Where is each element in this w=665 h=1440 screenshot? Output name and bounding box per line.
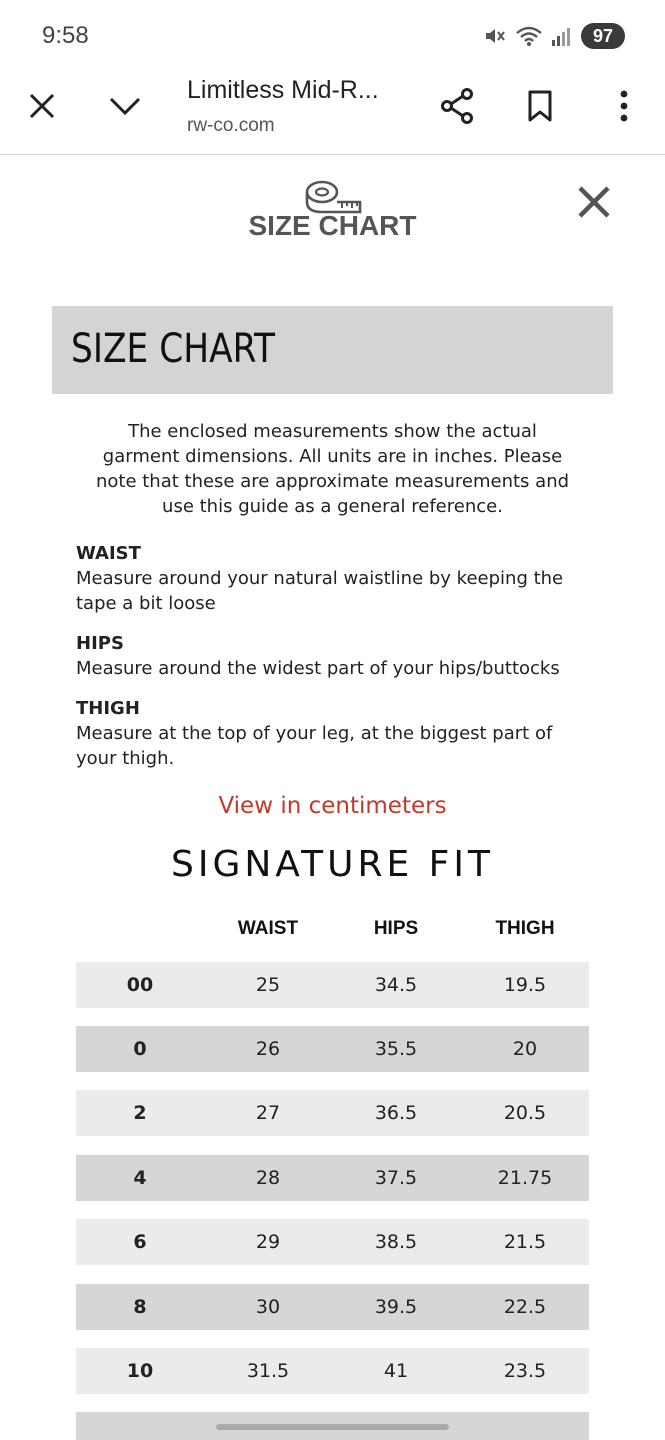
size-cell: 6 (133, 1231, 147, 1253)
hips-cell: 36.5 (374, 1102, 418, 1124)
column-header-hips: HIPS (373, 918, 419, 939)
thigh-cell: 20.5 (503, 1102, 547, 1124)
hips-cell: 37.5 (374, 1167, 418, 1189)
table-row (76, 1090, 589, 1136)
size-cell: 2 (133, 1102, 147, 1124)
more-options-button[interactable] (600, 82, 648, 130)
hips-cell: 39.5 (374, 1296, 418, 1318)
thigh-cell: 21.5 (503, 1231, 547, 1253)
home-gesture-bar[interactable] (216, 1424, 449, 1430)
bookmark-button[interactable] (516, 82, 564, 130)
chevron-down-icon (108, 95, 142, 117)
size-cell: 8 (133, 1296, 147, 1318)
share-button[interactable] (433, 82, 481, 130)
size-cell: 00 (126, 974, 154, 996)
measurement-label: THIGH (76, 698, 140, 719)
size-cell: 10 (126, 1360, 154, 1382)
table-row (76, 962, 589, 1008)
size-cell: 0 (133, 1038, 147, 1060)
browser-toolbar (0, 72, 665, 155)
status-bar (0, 0, 665, 72)
bookmark-icon (527, 90, 553, 122)
waist-cell: 29 (255, 1231, 281, 1253)
status-time: 9:58 (42, 22, 89, 49)
measurement-hips (76, 631, 596, 681)
close-icon (574, 182, 614, 222)
size-chart-modal-header (0, 170, 665, 260)
size-cell: 4 (133, 1167, 147, 1189)
view-in-centimeters-link[interactable]: View in centimeters (218, 793, 447, 819)
share-icon (440, 88, 474, 124)
status-icons (483, 22, 625, 50)
tab-title: Limitless Mid-R... (187, 76, 379, 104)
thigh-cell: 22.5 (503, 1296, 547, 1318)
column-header-thigh: THIGH (495, 918, 555, 939)
table-row (76, 1219, 589, 1265)
hips-cell: 35.5 (374, 1038, 418, 1060)
waist-cell: 31.5 (246, 1360, 290, 1382)
thigh-cell: 23.5 (503, 1360, 547, 1382)
waist-cell: 25 (255, 974, 281, 996)
battery-indicator: 97 (581, 23, 625, 49)
measurement-waist (76, 541, 596, 616)
thigh-cell: 20 (512, 1038, 538, 1060)
more-vert-icon (619, 90, 629, 122)
minimize-tab-button[interactable] (101, 82, 149, 130)
measurement-label: HIPS (76, 633, 124, 654)
waist-cell: 26 (255, 1038, 281, 1060)
signal-icon (551, 25, 573, 47)
table-row (76, 1348, 589, 1394)
table-row (76, 1155, 589, 1201)
measurement-label: WAIST (76, 543, 141, 564)
intro-text: The enclosed measurements show the actual garment dimensions. All units are in inches. Please note that these are approximate measurements and use this guide as a general reference. (95, 421, 570, 517)
thigh-cell: 21.75 (497, 1167, 553, 1189)
waist-cell: 28 (255, 1167, 281, 1189)
column-header-waist: WAIST (237, 918, 299, 939)
size-chart-banner (52, 306, 613, 394)
table-row (76, 1026, 589, 1072)
waist-cell: 27 (255, 1102, 281, 1124)
mute-icon (483, 24, 507, 48)
waist-cell: 30 (255, 1296, 281, 1318)
close-icon (28, 92, 56, 120)
hips-cell: 34.5 (374, 974, 418, 996)
tab-url: rw-co.com (187, 115, 275, 136)
measurement-thigh (76, 696, 596, 771)
size-table-header (76, 918, 589, 948)
measurement-text: Measure around your natural waistline by keeping the tape a bit loose (76, 568, 564, 614)
thigh-cell: 19.5 (503, 974, 547, 996)
banner-title: SIZE CHART (71, 326, 276, 372)
wifi-icon (515, 24, 543, 48)
table-row (76, 1284, 589, 1330)
hips-cell: 41 (383, 1360, 409, 1382)
fit-title: SIGNATURE FIT (171, 844, 494, 885)
modal-title: SIZE CHART (248, 210, 417, 241)
hips-cell: 38.5 (374, 1231, 418, 1253)
close-tab-button[interactable] (18, 82, 66, 130)
measurement-text: Measure around the widest part of your hips/buttocks (76, 658, 560, 679)
close-modal-button[interactable] (574, 182, 614, 222)
measurement-text: Measure at the top of your leg, at the biggest part of your thigh. (76, 723, 553, 769)
